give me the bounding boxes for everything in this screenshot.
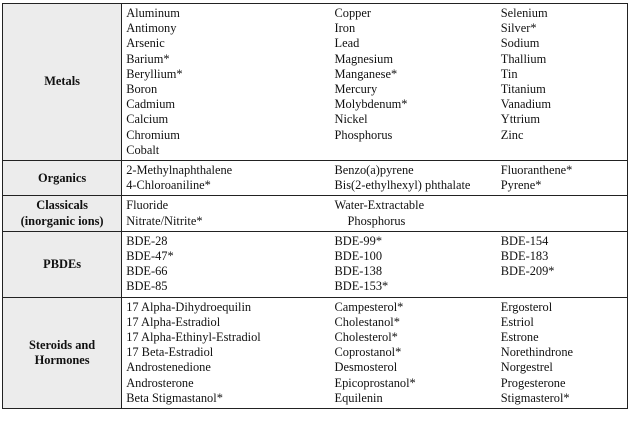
analyte: Vanadium	[500, 97, 552, 112]
analyte: Coprostanol*	[334, 345, 402, 360]
analyte: Fluoride	[126, 198, 169, 213]
analyte: Boron	[126, 82, 158, 97]
analyte: Estrone	[500, 330, 539, 345]
analyte: Pyrene*	[500, 178, 542, 193]
analyte: Beryllium*	[126, 66, 183, 81]
analyte: BDE-100	[334, 249, 383, 264]
analyte-table	[2, 3, 628, 409]
analyte: 4-Chloroaniline*	[126, 178, 211, 193]
table-row-metals	[3, 4, 628, 161]
analyte: Titanium	[500, 82, 546, 97]
analyte: Cholesterol*	[334, 330, 398, 345]
analyte-column-3	[497, 161, 628, 196]
analyte-column-2	[331, 161, 497, 196]
analyte: Campesterol*	[334, 299, 404, 314]
analyte: Barium*	[126, 51, 170, 66]
analyte: Beta Stigmastanol*	[126, 390, 223, 405]
analyte: Bis(2-ethylhexyl) phthalate	[334, 178, 471, 193]
analyte: 17 Alpha-Ethinyl-Estradiol	[126, 330, 261, 345]
analyte: Cobalt	[126, 142, 160, 157]
analyte: BDE-85	[126, 279, 168, 294]
analyte-column-3	[497, 4, 628, 161]
analyte: Equilenin	[334, 390, 383, 405]
analyte: Selenium	[500, 6, 548, 20]
analyte: Fluoranthene*	[500, 163, 573, 178]
table-row-classicals	[3, 196, 628, 231]
analyte: BDE-138	[334, 264, 383, 279]
analyte: BDE-154	[500, 233, 549, 248]
analyte-column-3	[497, 196, 628, 231]
analyte: BDE-209*	[500, 264, 555, 279]
analyte: Androsterone	[126, 375, 194, 390]
analyte: BDE-47*	[126, 249, 174, 264]
category-classicals	[3, 196, 122, 231]
analyte: Desmosterol	[334, 360, 398, 375]
category-metals: Metals	[3, 4, 122, 161]
analyte: BDE-99*	[334, 233, 383, 248]
analyte-column-1	[122, 297, 331, 408]
analyte-column-2	[331, 231, 497, 297]
analyte-column-1	[122, 4, 331, 161]
table-row-pbdes	[3, 231, 628, 297]
category-pbdes: PBDEs	[3, 231, 122, 297]
analyte: Zinc	[500, 127, 524, 142]
analyte: Calcium	[126, 112, 169, 127]
table-row-steroids-hormones	[3, 297, 628, 408]
analyte: 17 Beta-Estradiol	[126, 345, 214, 360]
analyte: Benzo(a)pyrene	[334, 163, 414, 178]
analyte: 17 Alpha-Estradiol	[126, 314, 221, 329]
category-label-line: Classicals	[36, 198, 88, 213]
analyte: Cholestanol*	[334, 314, 400, 329]
analyte-column-3	[497, 231, 628, 297]
analyte: Antimony	[126, 21, 177, 36]
analyte: Arsenic	[126, 36, 165, 51]
analyte-column-1	[122, 231, 331, 297]
analyte: Iron	[334, 21, 356, 36]
analyte-column-1	[122, 196, 331, 231]
analyte: Norethindrone	[500, 345, 574, 360]
analyte: Androstenedione	[126, 360, 211, 375]
analyte: Copper	[334, 6, 371, 20]
analyte: Silver*	[500, 21, 537, 36]
analyte-column-1	[122, 161, 331, 196]
analyte: Epicoprostanol*	[334, 375, 416, 390]
analyte: Cadmium	[126, 97, 176, 112]
analyte: BDE-183	[500, 249, 549, 264]
analyte: Manganese*	[334, 66, 398, 81]
analyte: Nitrate/Nitrite*	[126, 213, 203, 228]
category-organics: Organics	[3, 161, 122, 196]
analyte: Magnesium	[334, 51, 394, 66]
analyte: Aluminum	[126, 6, 180, 20]
analyte: BDE-153*	[334, 279, 389, 294]
analyte: Thallium	[500, 51, 547, 66]
analyte-column-3	[497, 297, 628, 408]
analyte: 2-Methylnaphthalene	[126, 163, 233, 178]
analyte: Ergosterol	[500, 299, 553, 314]
analyte: Mercury	[334, 82, 378, 97]
analyte-column-2	[331, 196, 497, 231]
analyte-column-2	[331, 4, 497, 161]
analyte: Estriol	[500, 314, 534, 329]
analyte: Tin	[500, 66, 518, 81]
table-row-organics	[3, 161, 628, 196]
analyte: Lead	[334, 36, 360, 51]
analyte: Molybdenum*	[334, 97, 408, 112]
category-label-line: (inorganic ions)	[20, 213, 104, 228]
analyte-continuation: Phosphorus	[347, 213, 406, 228]
analyte: Sodium	[500, 36, 540, 51]
analyte: Progesterone	[500, 375, 566, 390]
analyte: Chromium	[126, 127, 180, 142]
analyte: Norgestrel	[500, 360, 553, 375]
analyte: Yttrium	[500, 112, 541, 127]
analyte: Stigmasterol*	[500, 390, 570, 405]
analyte: 17 Alpha-Dihydroequilin	[126, 299, 252, 314]
analyte: BDE-28	[126, 233, 168, 248]
category-label-line: Steroids and	[28, 337, 96, 352]
category-steroids-hormones	[3, 297, 122, 408]
analyte: Water-Extractable	[334, 198, 425, 213]
analyte: Nickel	[334, 112, 368, 127]
analyte: BDE-66	[126, 264, 168, 279]
analyte: Phosphorus	[334, 127, 393, 142]
category-label-line: Hormones	[34, 352, 90, 367]
analyte-column-2	[331, 297, 497, 408]
